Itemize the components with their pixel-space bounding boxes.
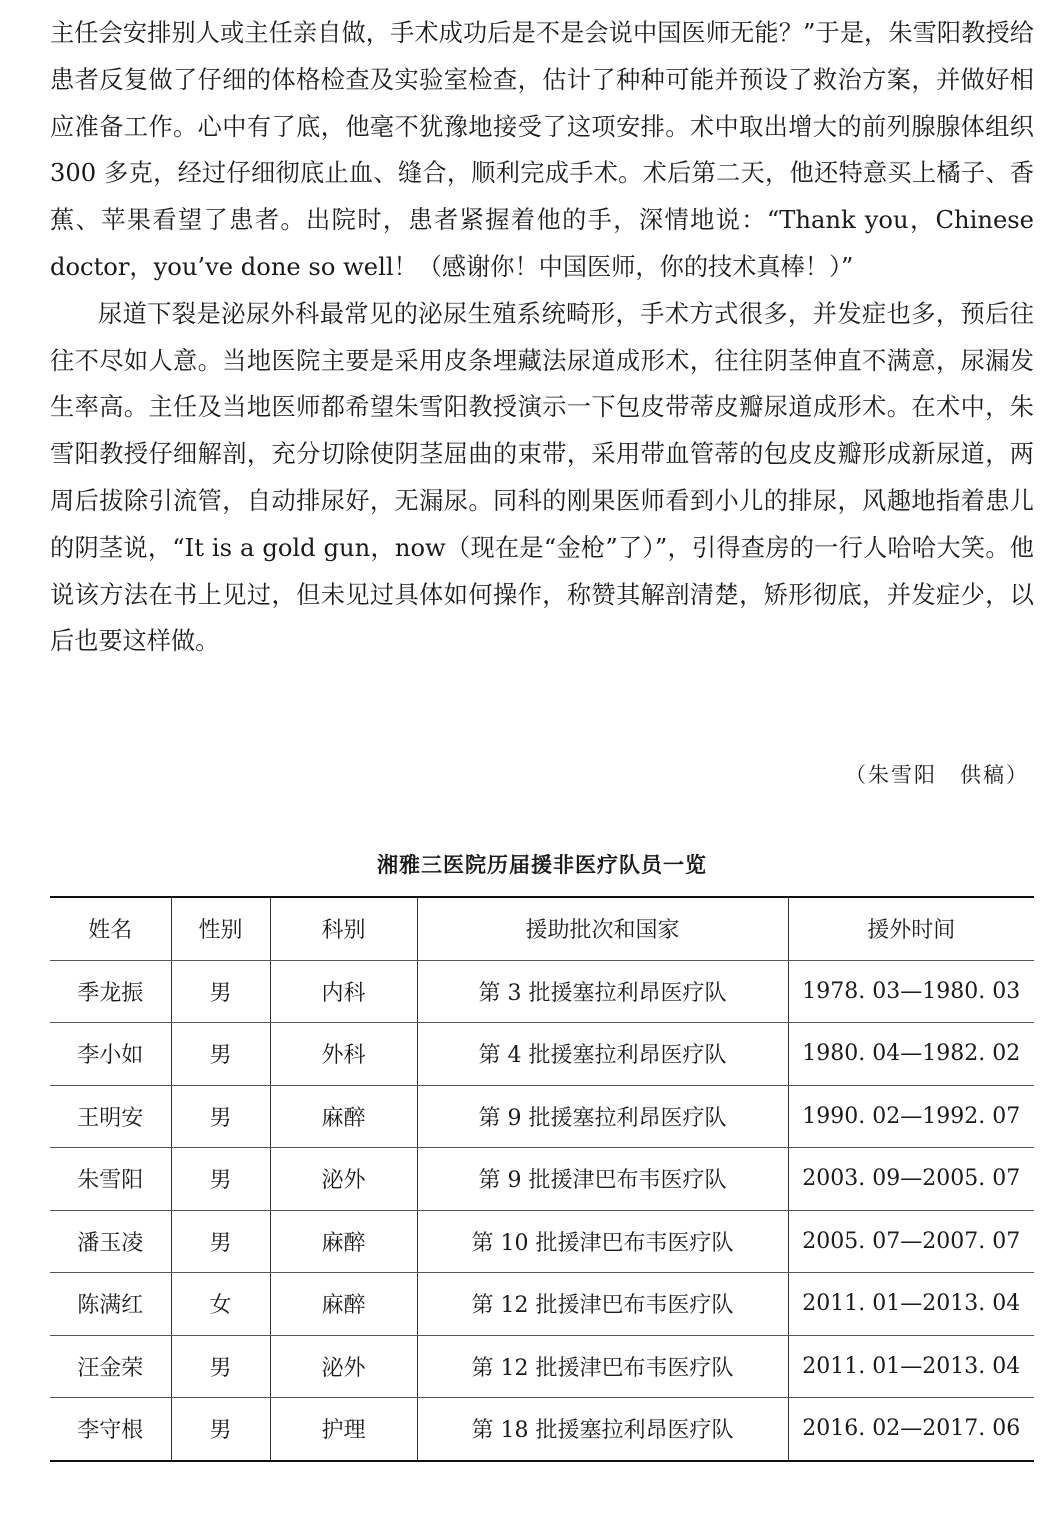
article-body: [50, 10, 1034, 665]
cell-gender: 男: [171, 1335, 270, 1398]
table-row: [50, 1335, 1034, 1398]
cell-batch-country: 第 4 批援塞拉利昂医疗队: [417, 1023, 788, 1086]
cell-period: 1990. 02—1992. 07: [788, 1085, 1034, 1148]
article-paragraph: 主任会安排别人或主任亲自做，手术成功后是不是会说中国医师无能？”于是，朱雪阳教授给患者反复做了仔细的体格检查及实验室检查，估计了种种可能并预设了救治方案，并做好相应准备工作。心中有了底，他毫不犹豫地接受了这项安排。术中取出增大的前列腺腺体组织 300 多克，经过仔细彻底止血、缝合，顺利完成手术。术后第二天，他还特意买上橘子、香蕉、苹果看望了患者。出院时，患者紧握着他的手，深情地说：“Thank you，Chinese doctor，you’ve done so well！（感谢你！中国医师，你的技术真棒！）”: [50, 19, 1034, 281]
cell-department: 内科: [270, 960, 417, 1023]
cell-department: 麻醉: [270, 1210, 417, 1273]
cell-period: 1980. 04—1982. 02: [788, 1023, 1034, 1086]
article-credit: （朱雪阳 供稿）: [845, 763, 1029, 787]
column-header-batch-country: 援助批次和国家: [417, 897, 788, 960]
cell-period: 2005. 07—2007. 07: [788, 1210, 1034, 1273]
cell-department: 麻醉: [270, 1085, 417, 1148]
column-header-department: 科别: [270, 897, 417, 960]
cell-batch-country: 第 12 批援津巴布韦医疗队: [417, 1335, 788, 1398]
table-row: [50, 1023, 1034, 1086]
cell-name: 王明安: [50, 1085, 171, 1148]
cell-period: 2003. 09—2005. 07: [788, 1148, 1034, 1211]
table-header-row: [50, 897, 1034, 960]
table-row: [50, 1273, 1034, 1336]
cell-department: 护理: [270, 1398, 417, 1461]
column-header-name: 姓名: [50, 897, 171, 960]
cell-batch-country: 第 12 批援津巴布韦医疗队: [417, 1273, 788, 1336]
table-row: [50, 1085, 1034, 1148]
cell-gender: 男: [171, 1085, 270, 1148]
cell-name: 李小如: [50, 1023, 171, 1086]
cell-gender: 男: [171, 1398, 270, 1461]
table-row: [50, 1398, 1034, 1461]
medical-team-roster-table: [50, 896, 1034, 1462]
cell-department: 泌外: [270, 1148, 417, 1211]
cell-batch-country: 第 18 批援塞拉利昂医疗队: [417, 1398, 788, 1461]
cell-name: 李守根: [50, 1398, 171, 1461]
cell-gender: 男: [171, 1148, 270, 1211]
cell-period: 2011. 01—2013. 04: [788, 1335, 1034, 1398]
table-row: [50, 960, 1034, 1023]
cell-gender: 女: [171, 1273, 270, 1336]
cell-gender: 男: [171, 1023, 270, 1086]
cell-department: 外科: [270, 1023, 417, 1086]
cell-name: 陈满红: [50, 1273, 171, 1336]
cell-name: 朱雪阳: [50, 1148, 171, 1211]
cell-period: 2016. 02—2017. 06: [788, 1398, 1034, 1461]
cell-period: 2011. 01—2013. 04: [788, 1273, 1034, 1336]
cell-name: 汪金荣: [50, 1335, 171, 1398]
cell-name: 季龙振: [50, 960, 171, 1023]
cell-batch-country: 第 9 批援塞拉利昂医疗队: [417, 1085, 788, 1148]
table-row: [50, 1210, 1034, 1273]
article-paragraph: 尿道下裂是泌尿外科最常见的泌尿生殖系统畸形，手术方式很多，并发症也多，预后往往不尽如人意。当地医院主要是采用皮条埋藏法尿道成形术，往往阴茎伸直不满意，尿漏发生率高。主任及当地医师都希望朱雪阳教授演示一下包皮带蒂皮瓣尿道成形术。在术中，朱雪阳教授仔细解剖，充分切除使阴茎屈曲的束带，采用带血管蒂的包皮皮瓣形成新尿道，两周后拔除引流管，自动排尿好，无漏尿。同科的刚果医师看到小儿的排尿，风趣地指着患儿的阴茎说，“It is a gold gun，now（现在是“金枪”了）”，引得查房的一行人哈哈大笑。他说该方法在书上见过，但未见过具体如何操作，称赞其解剖清楚，矫形彻底，并发症少，以后也要这样做。: [50, 299, 1034, 656]
cell-name: 潘玉凌: [50, 1210, 171, 1273]
table-row: [50, 1148, 1034, 1211]
cell-department: 泌外: [270, 1335, 417, 1398]
column-header-gender: 性别: [171, 897, 270, 960]
cell-period: 1978. 03—1980. 03: [788, 960, 1034, 1023]
cell-gender: 男: [171, 960, 270, 1023]
table-title: 湘雅三医院历届援非医疗队员一览: [377, 853, 707, 877]
column-header-period: 援外时间: [788, 897, 1034, 960]
cell-batch-country: 第 3 批援塞拉利昂医疗队: [417, 960, 788, 1023]
cell-gender: 男: [171, 1210, 270, 1273]
cell-department: 麻醉: [270, 1273, 417, 1336]
cell-batch-country: 第 9 批援津巴布韦医疗队: [417, 1148, 788, 1211]
cell-batch-country: 第 10 批援津巴布韦医疗队: [417, 1210, 788, 1273]
